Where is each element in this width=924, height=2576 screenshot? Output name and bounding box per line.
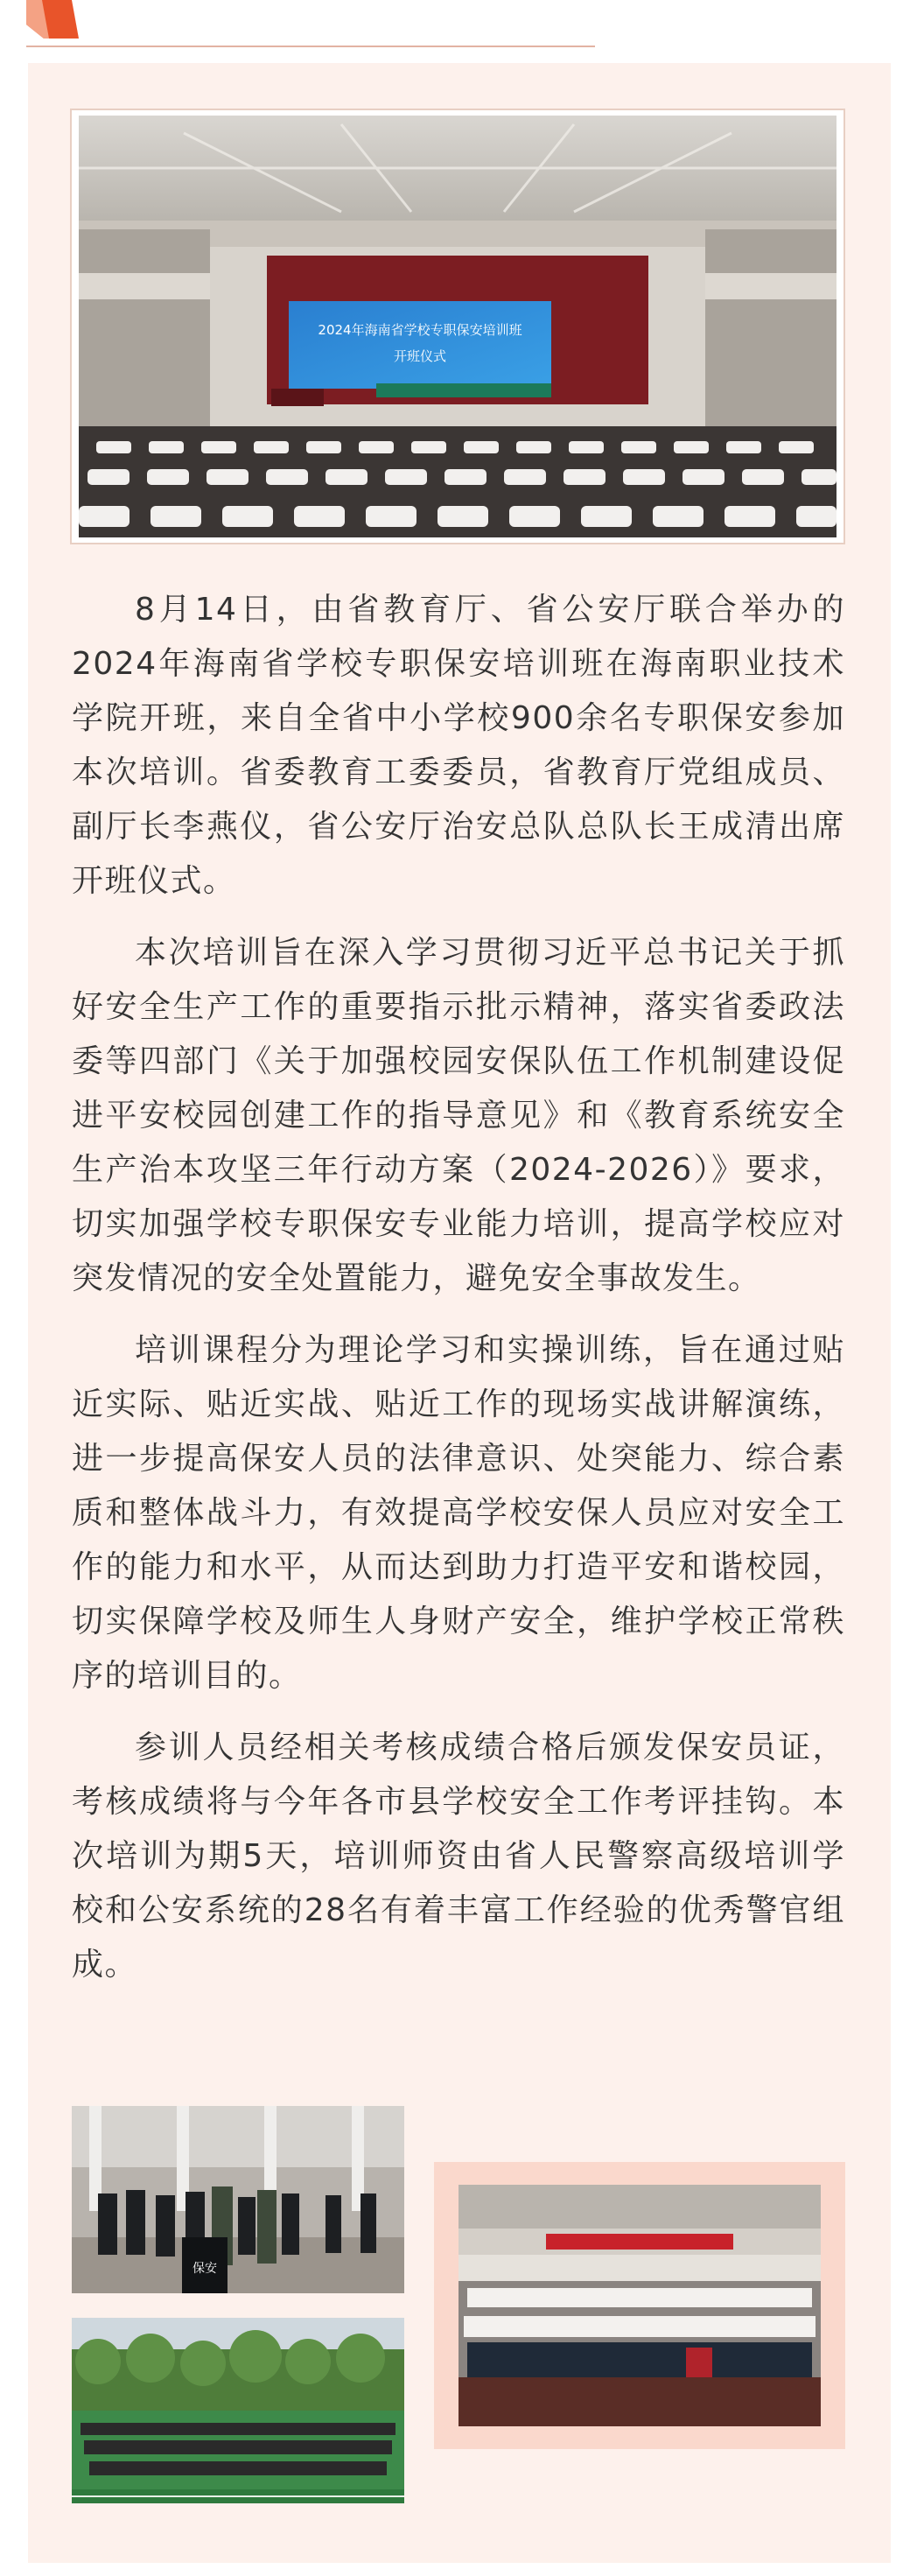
screen-title-line2: 开班仪式 <box>393 348 447 364</box>
corner-accent-icon <box>26 0 79 39</box>
header-rule <box>26 46 595 47</box>
opening-ceremony-photo <box>79 116 836 537</box>
paragraph-3: 培训课程分为理论学习和实操训练，旨在通过贴近实际、贴近实战、贴近工作的现场实战讲解演练，进一步提高保安人员的法律意识、处突能力、综合素质和整体战斗力，有效提高学校安保人员应对安全工作的能力和水平，从而达到助力打造平安和谐校园，切实保障学校及师生人身财产安全，维护学校正常秩序的培训目的。 <box>72 1332 845 1694</box>
paragraph-4: 参训人员经相关考核成绩合格后颁发保安员证，考核成绩将与今年各市县学校安全工作考评挂钩。本次培训为期5天，培训师资由省人民警察高级培训学校和公安系统的28名有着丰富工作经验的优秀警官组成。 <box>72 1730 845 1983</box>
training-drill-photo <box>72 2106 404 2293</box>
audience-seated-photo <box>458 2185 821 2426</box>
paragraph-1: 8月14日，由省教育厅、省公安厅联合举办的2024年海南省学校专职保安培训班在海南职业技术学院开班，来自全省中小学校900余名专职保安参加本次培训。省委教育工委委员，省教育厅党组成员、副厅长李燕仪，省公安厅治安总队总队长王成清出席开班仪式。 <box>72 592 845 899</box>
screen-title-line1: 2024年海南省学校专职保安培训班 <box>318 322 522 338</box>
paragraph-2: 本次培训旨在深入学习贯彻习近平总书记关于抓好安全生产工作的重要指示批示精神，落实省委政法委等四部门《关于加强校园安保队伍工作机制建设促进平安校园创建工作的指导意见》和《教育系统安全生产治本攻坚三年行动方案（2024-2026）》要求，切实加强学校专职保安专业能力培训，提高学校应对突发情况的安全处置能力，避免安全事故发生。 <box>72 935 845 1296</box>
vest-label: 保安 <box>192 2262 217 2276</box>
article-body <box>72 583 845 2010</box>
outdoor-formation-photo <box>72 2318 404 2503</box>
